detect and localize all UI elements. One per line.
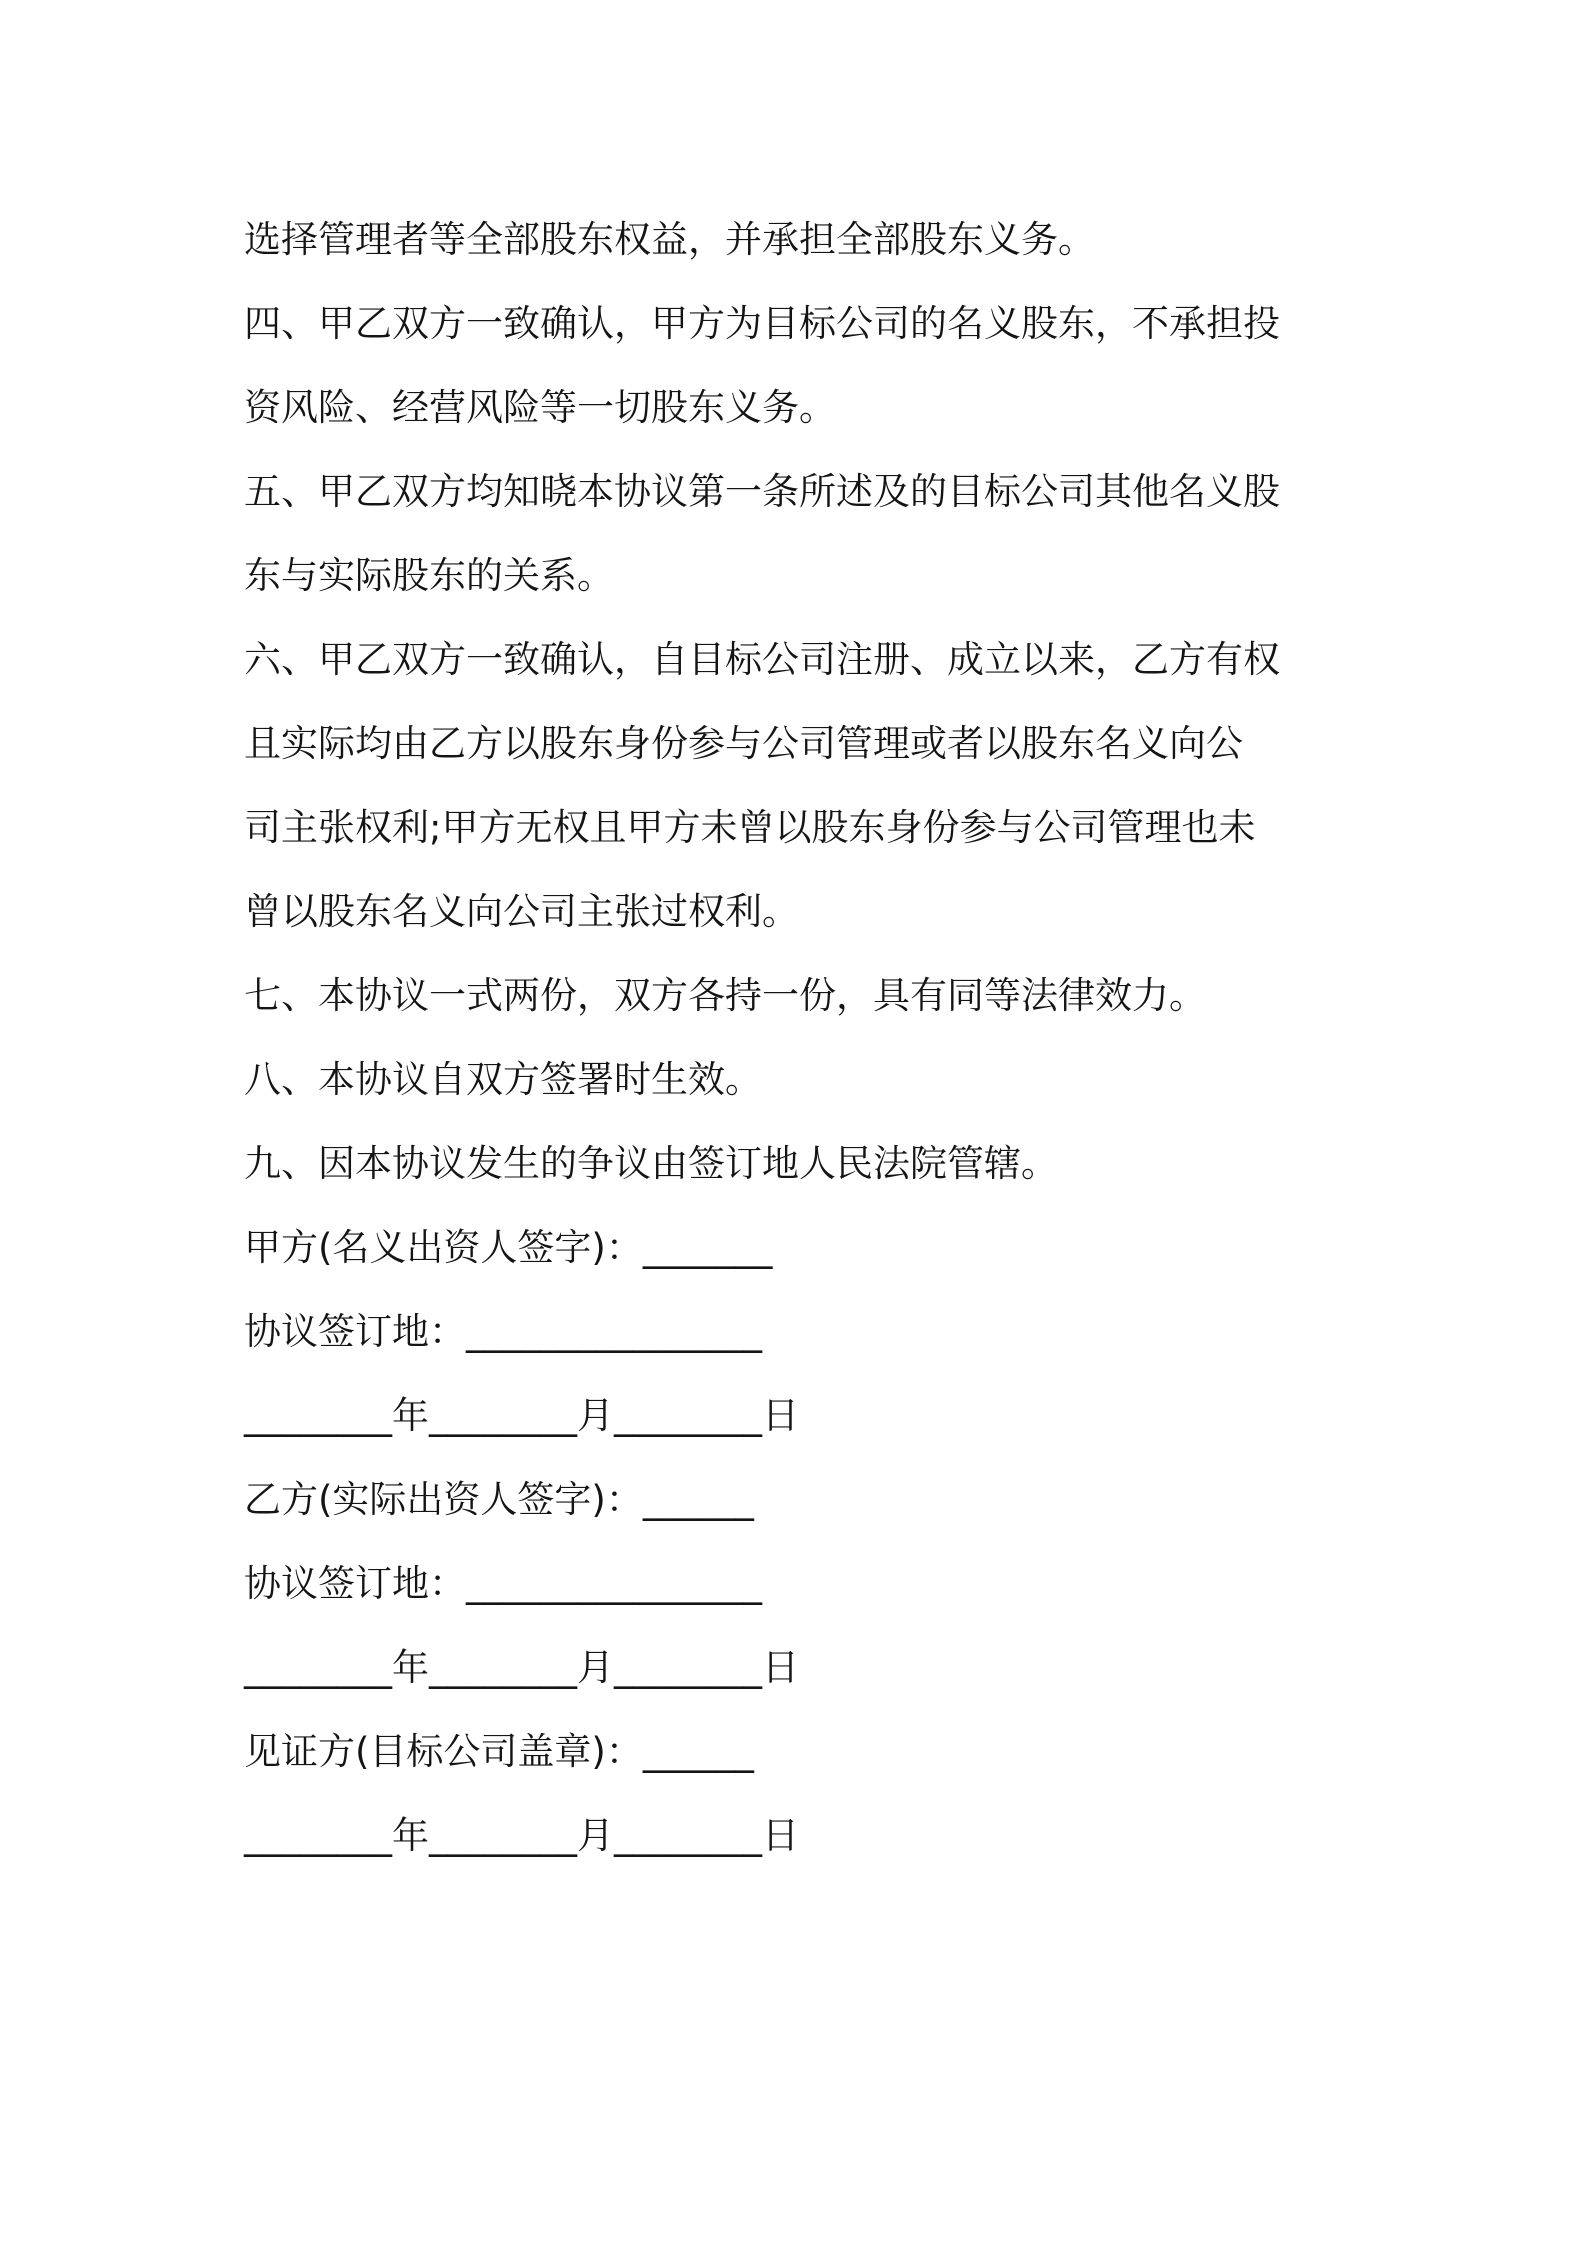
clause-4-line-1: 四、甲乙双方一致确认，甲方为目标公司的名义股东，不承担投: [244, 302, 1280, 345]
party-b-date: ________年________月________日: [244, 1646, 799, 1689]
witness-seal: 见证方(目标公司盖章)：______: [244, 1730, 754, 1773]
party-b-signature: 乙方(实际出资人签字)：______: [244, 1478, 754, 1521]
text-line: 选择管理者等全部股东权益，并承担全部股东义务。: [244, 218, 1095, 261]
clause-7: 七、本协议一式两份，双方各持一份，具有同等法律效力。: [244, 974, 1206, 1017]
party-b-signing-place: 协议签订地：________________: [244, 1562, 762, 1605]
clause-9: 九、因本协议发生的争议由签订地人民法院管辖。: [244, 1142, 1058, 1185]
clause-5-line-1: 五、甲乙双方均知晓本协议第一条所述及的目标公司其他名义股: [244, 470, 1280, 513]
party-a-date: ________年________月________日: [244, 1394, 799, 1437]
clause-6-line-4: 曾以股东名义向公司主张过权利。: [244, 890, 799, 933]
document-body: [244, 198, 1364, 1878]
clause-6-line-2: 且实际均由乙方以股东身份参与公司管理或者以股东名义向公: [244, 722, 1243, 765]
witness-date: ________年________月________日: [244, 1814, 799, 1857]
party-a-signing-place: 协议签订地：________________: [244, 1310, 762, 1353]
party-a-signature: 甲方(名义出资人签字)：_______: [244, 1226, 773, 1269]
clause-5-line-2: 东与实际股东的关系。: [244, 554, 614, 597]
clause-8: 八、本协议自双方签署时生效。: [244, 1058, 762, 1101]
clause-4-line-2: 资风险、经营风险等一切股东义务。: [244, 386, 836, 429]
clause-6-line-3: 司主张权利;甲方无权且甲方未曾以股东身份参与公司管理也未: [244, 806, 1256, 849]
clause-6-line-1: 六、甲乙双方一致确认，自目标公司注册、成立以来，乙方有权: [244, 638, 1280, 681]
